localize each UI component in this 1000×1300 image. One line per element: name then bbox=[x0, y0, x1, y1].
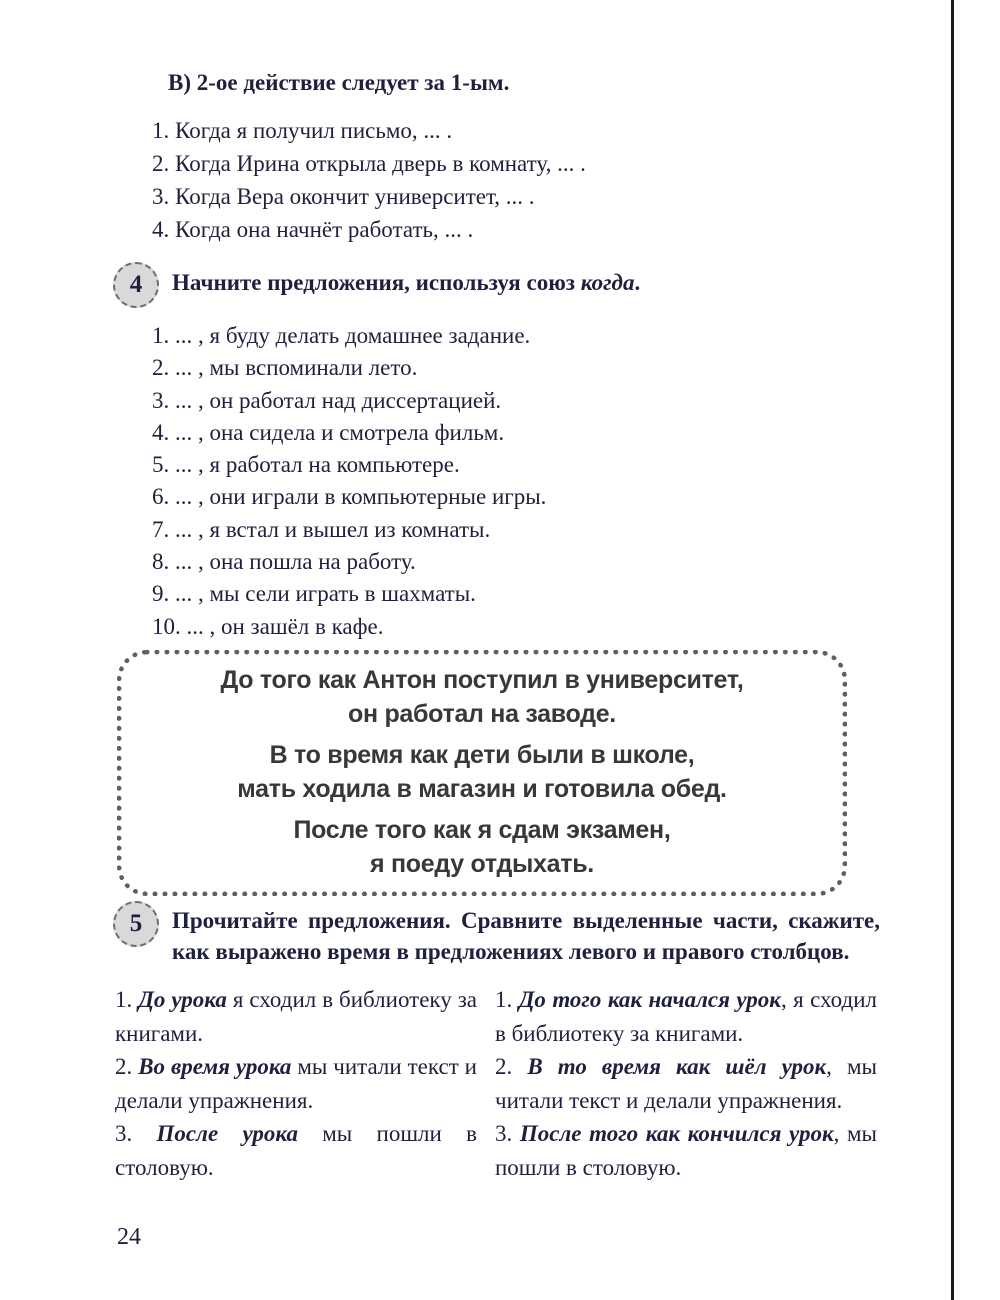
list-item bbox=[495, 983, 877, 1050]
highlighted-phrase: До урока bbox=[138, 987, 227, 1012]
exercise-number: 5 bbox=[129, 910, 143, 937]
list-item: 2. Когда Ирина открыла дверь в комнату, ... . bbox=[152, 151, 586, 176]
section-b-heading: В) 2-ое действие следует за 1-ым. bbox=[168, 70, 510, 95]
item-text: , я сходил в библиотеку за книгами. bbox=[495, 987, 877, 1046]
list-item: 2. ... , мы вспоминали лето. bbox=[152, 355, 418, 381]
grammar-example bbox=[132, 738, 832, 806]
list-item bbox=[115, 1117, 477, 1184]
grammar-example bbox=[132, 663, 832, 731]
item-text: мы читали текст и делали упражнения. bbox=[115, 1054, 477, 1113]
exercise-4-list bbox=[152, 320, 852, 643]
exercise-number-badge bbox=[113, 901, 159, 947]
instruction-text: Начните предложения, используя союз bbox=[172, 270, 581, 295]
list-item: 4. Когда она начнёт работать, ... . bbox=[152, 217, 474, 242]
list-item: 5. ... , я работал на компьютере. bbox=[152, 452, 460, 478]
grammar-example bbox=[132, 813, 832, 881]
grammar-rule-box bbox=[117, 650, 847, 896]
item-text: , мы читали текст и делали упражнения. bbox=[495, 1054, 878, 1113]
list-item: 9. ... , мы сели играть в шахматы. bbox=[152, 581, 476, 607]
highlighted-phrase: В то время как шёл урок bbox=[527, 1054, 827, 1079]
item-text: мы пошли в столовую. bbox=[115, 1121, 477, 1180]
item-number: 1. bbox=[115, 987, 139, 1012]
list-item: 1. ... , я буду делать домашнее задание. bbox=[152, 323, 531, 348]
item-text: , мы пошли в столовую. bbox=[495, 1121, 877, 1180]
item-text: я сходил в библиотеку за книгами. bbox=[115, 987, 478, 1046]
instruction-text: . bbox=[634, 270, 641, 295]
page-number: 24 bbox=[117, 1224, 141, 1250]
list-item bbox=[115, 983, 477, 1050]
list-item: 3. ... , он работал над диссертацией. bbox=[152, 387, 502, 413]
item-number: 2. bbox=[495, 1054, 528, 1079]
highlighted-phrase: После урока bbox=[156, 1121, 298, 1146]
grammar-example-line: До того как Антон поступил в университет, bbox=[220, 666, 744, 694]
list-item bbox=[495, 1050, 877, 1117]
grammar-example-line: я поеду отдыхать. bbox=[370, 850, 594, 878]
exercise-5-header bbox=[113, 901, 880, 967]
item-number: 3. bbox=[495, 1121, 520, 1146]
left-column bbox=[115, 983, 477, 1184]
grammar-example-line: После того как я сдам экзамен, bbox=[293, 816, 671, 844]
list-item: 7. ... , я встал и вышел из комнаты. bbox=[152, 516, 491, 542]
section-b-list bbox=[152, 114, 852, 246]
item-number: 2. bbox=[115, 1054, 139, 1079]
item-number: 3. bbox=[115, 1121, 157, 1146]
highlighted-phrase: Во время урока bbox=[138, 1054, 292, 1079]
list-item bbox=[115, 1050, 477, 1117]
grammar-example-line: мать ходила в магазин и готовила обед. bbox=[237, 775, 727, 803]
grammar-example-line: В то время как дети были в школе, bbox=[269, 741, 695, 769]
list-item: 3. Когда Вера окончит университет, ... . bbox=[152, 184, 535, 209]
exercise-4-header bbox=[113, 262, 640, 308]
page-edge-rule bbox=[951, 0, 954, 1300]
list-item: 1. Когда я получил письмо, ... . bbox=[152, 118, 453, 143]
list-item bbox=[495, 1117, 877, 1184]
exercise-number: 4 bbox=[129, 271, 143, 298]
exercise-4-instruction bbox=[172, 262, 640, 308]
exercise-number-badge bbox=[113, 262, 159, 308]
highlighted-phrase: До того как начался урок bbox=[518, 987, 781, 1012]
list-item: 8. ... , она пошла на работу. bbox=[152, 549, 416, 575]
comparison-columns bbox=[115, 983, 877, 1184]
list-item: 4. ... , она сидела и смотрела фильм. bbox=[152, 419, 505, 445]
instruction-italic-word: когда bbox=[580, 270, 635, 295]
grammar-example-line: он работал на заводе. bbox=[348, 700, 616, 728]
list-item: 10. ... , он зашёл в кафе. bbox=[152, 613, 384, 639]
list-item: 6. ... , они играли в компьютерные игры. bbox=[152, 484, 547, 510]
item-number: 1. bbox=[495, 987, 519, 1012]
right-column bbox=[495, 983, 877, 1184]
highlighted-phrase: После того как кончился урок bbox=[519, 1121, 834, 1146]
exercise-5-instruction: Прочитайте предложения. Сравните выделенные части, скажите, как выражено время в предложениях левого и правого столбцов. bbox=[172, 908, 880, 964]
